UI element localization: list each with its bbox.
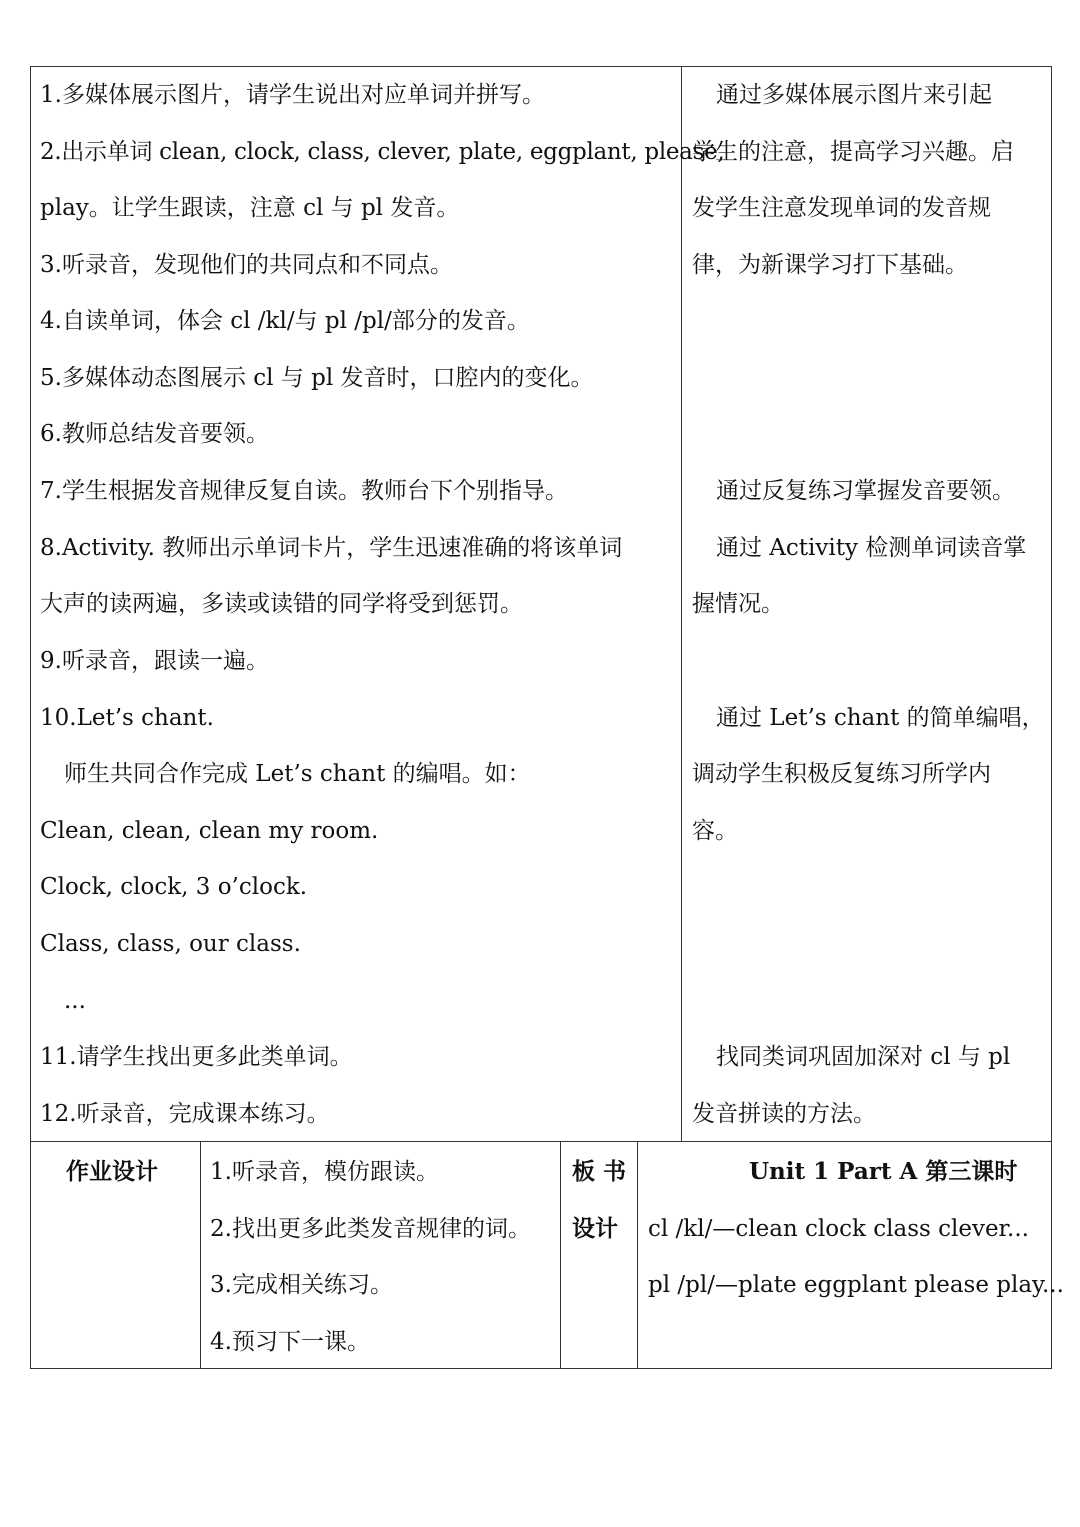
procedure-line: 3.听录音，发现他们的共同点和不同点。 [40,252,453,278]
homework-item: 2.找出更多此类发音规律的词。 [210,1216,531,1242]
homework-item: 4.预习下一课。 [210,1329,370,1355]
procedure-line: 8.Activity. 教师出示单词卡片，学生迅速准确的将该单词 [40,535,623,561]
board-line-cl: cl /kl/—clean clock class clever... [648,1216,1029,1242]
procedure-line: 5.多媒体动态图展示 cl 与 pl 发音时，口腔内的变化。 [40,365,594,391]
homework-item: 1.听录音，模仿跟读。 [210,1159,439,1185]
procedure-line: 6.教师总结发音要领。 [40,421,269,447]
intent-line: 发音拼读的方法。 [692,1101,876,1127]
column-divider-homework-label [200,1141,201,1369]
procedure-line: 9.听录音，跟读一遍。 [40,648,269,674]
procedure-line: play。让学生跟读，注意 cl 与 pl 发音。 [40,195,460,221]
intent-line: 调动学生积极反复练习所学内 [692,761,991,787]
homework-item: 3.完成相关练习。 [210,1272,393,1298]
chant-ellipsis: ... [64,988,86,1014]
procedure-line: 11.请学生找出更多此类单词。 [40,1044,353,1070]
intent-line: 找同类词巩固加深对 cl 与 pl [716,1044,1011,1070]
chant-line: Clock, clock, 3 o’clock. [40,874,308,900]
chant-line: Clean, clean, clean my room. [40,818,379,844]
column-divider-board-label [637,1141,638,1369]
chant-line: Class, class, our class. [40,931,301,957]
homework-label: 作业设计 [66,1158,158,1185]
column-divider-main [681,66,682,1142]
intent-line: 通过反复练习掌握发音要领。 [716,478,1015,504]
board-title: Unit 1 Part A 第三课时 [749,1158,1018,1185]
procedure-line: 4.自读单词，体会 cl /kl/与 pl /pl/部分的发音。 [40,308,530,334]
intent-line: 通过 Let’s chant 的简单编唱， [716,705,1045,731]
procedure-line: 10.Let’s chant. [40,705,214,731]
intent-line: 发学生注意发现单词的发音规 [692,195,991,221]
intent-line: 握情况。 [692,591,784,617]
intent-line: 律，为新课学习打下基础。 [692,252,968,278]
intent-line: 容。 [692,818,738,844]
procedure-line: 2.出示单词 clean, clock, class, clever, plate, eggplant, please, [40,139,725,165]
row-divider-bottom [30,1141,1052,1142]
board-line-pl: pl /pl/—plate eggplant please play... [648,1272,1064,1298]
intent-line: 通过多媒体展示图片来引起 [716,82,992,108]
procedure-line: 师生共同合作完成 Let’s chant 的编唱。如： [64,761,531,787]
procedure-line: 大声的读两遍，多读或读错的同学将受到惩罚。 [40,591,523,617]
procedure-line: 12.听录音，完成课本练习。 [40,1101,330,1127]
procedure-line: 7.学生根据发音规律反复自读。教师台下个别指导。 [40,478,568,504]
column-divider-homework-items [560,1141,561,1369]
procedure-line: 1.多媒体展示图片，请学生说出对应单词并拼写。 [40,82,545,108]
intent-line: 学生的注意，提高学习兴趣。启 [692,139,1014,165]
board-label: 设计 [572,1215,618,1242]
board-label: 板 书 [572,1158,627,1185]
intent-line: 通过 Activity 检测单词读音掌 [716,535,1027,561]
